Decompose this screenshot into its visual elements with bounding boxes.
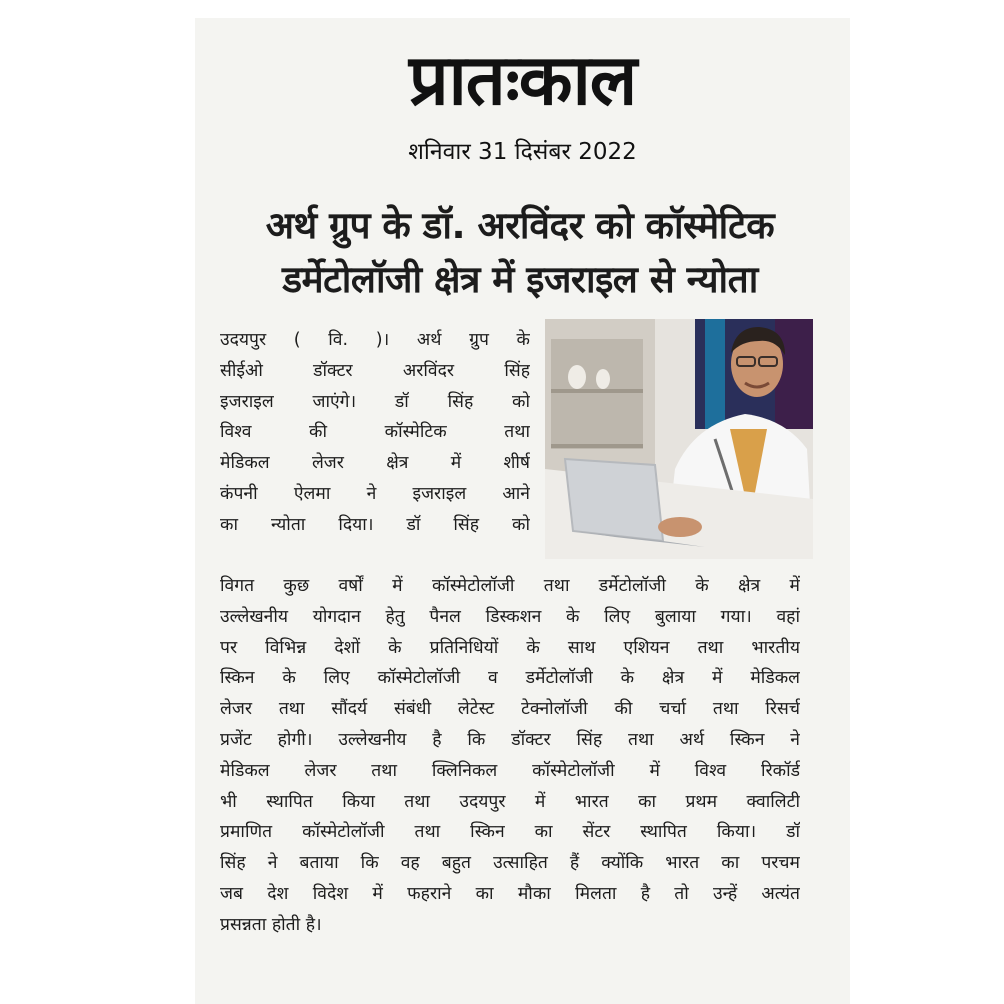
publication-date: शनिवार 31 दिसंबर 2022	[408, 139, 637, 165]
article-line: कंपनी ऐलमा ने इजराइल आने	[220, 483, 530, 504]
article-line: प्रजेंट होगी। उल्लेखनीय है कि डॉक्टर सिंह तथा अर्थ स्किन ने	[220, 729, 800, 750]
article-line: विगत कुछ वर्षों में कॉस्मेटोलॉजी तथा डर्मेटोलॉजी के क्षेत्र में	[220, 576, 800, 596]
article-narrow-column	[220, 325, 530, 541]
headline-line-1: अर्थ ग्रुप के डॉ. अरविंदर को कॉस्मेटिक	[265, 204, 775, 247]
article-line: पर विभिन्न देशों के प्रतिनिधियों के साथ एशियन तथा भारतीय	[220, 637, 800, 658]
doctor-photo	[545, 319, 813, 559]
article-line: लेजर तथा सौंदर्य संबंधी लेटेस्ट टेक्नोलॉजी की चर्चा तथा रिसर्च	[220, 699, 800, 720]
newspaper-masthead: प्रातःकाल	[408, 38, 637, 121]
article-line: उदयपुर ( वि. )। अर्थ ग्रुप के	[220, 330, 530, 350]
headline-line-2: डर्मेटोलॉजी क्षेत्र में इजराइल से न्योता	[282, 258, 758, 301]
article-line: विश्व की कॉस्मेटिक तथा	[220, 422, 530, 443]
article-line: प्रमाणित कॉस्मेटोलॉजी तथा स्किन का सेंटर स्थापित किया। डॉ	[220, 822, 800, 843]
article-line: मेडिकल लेजर क्षेत्र में शीर्ष	[220, 453, 530, 474]
article-line: सीईओ डॉक्टर अरविंदर सिंह	[220, 360, 530, 381]
article-wide-column	[220, 571, 800, 941]
article-line: इजराइल जाएंगे। डॉ सिंह को	[220, 391, 530, 412]
article-line: मेडिकल लेजर तथा क्लिनिकल कॉस्मेटोलॉजी में विश्व रिकॉर्ड	[220, 760, 800, 781]
article-line: सिंह ने बताया कि वह बहुत उत्साहित हैं क्योंकि भारत का परचम	[220, 853, 800, 874]
article-line: उल्लेखनीय योगदान हेतु पैनल डिस्कशन के लिए बुलाया गया। वहां	[220, 606, 800, 627]
article-line: भी स्थापित किया तथा उदयपुर में भारत का प्रथम क्वालिटी	[220, 791, 800, 812]
doctor-photo-illustration	[545, 319, 813, 559]
article-line: का न्योता दिया। डॉ सिंह को	[220, 514, 530, 535]
article-line: स्किन के लिए कॉस्मेटोलॉजी व डर्मेटोलॉजी के क्षेत्र में मेडिकल	[220, 668, 800, 689]
article-line: जब देश विदेश में फहराने का मौका मिलता है तो उन्हें अत्यंत	[220, 883, 800, 904]
article-line: प्रसन्नता होती है।	[220, 914, 322, 935]
